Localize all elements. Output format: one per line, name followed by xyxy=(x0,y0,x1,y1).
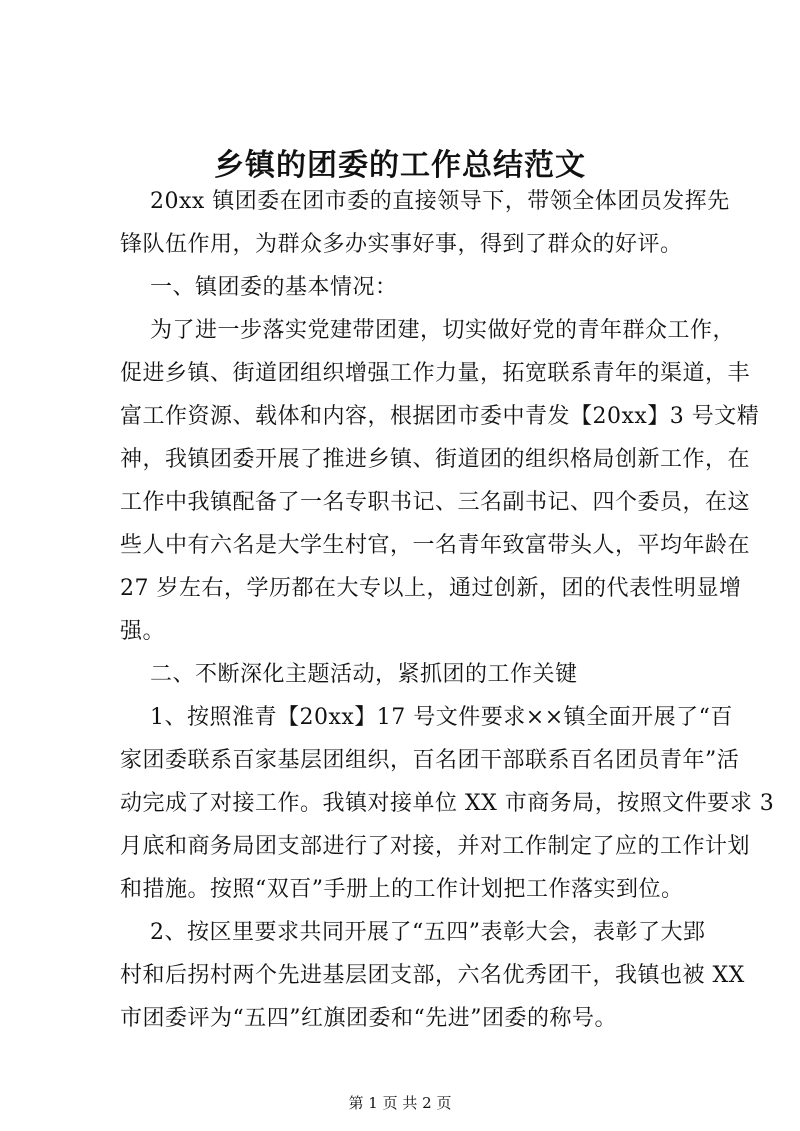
paragraph-line: 神，我镇团委开展了推进乡镇、街道团的组织格局创新工作，在 xyxy=(120,447,751,472)
paragraph-line: 27 岁左右，学历都在大专以上，通过创新，团的代表性明显增 xyxy=(120,576,742,601)
paragraph-line: 为了进一步落实党建带团建，切实做好党的青年群众工作， xyxy=(150,318,736,343)
paragraph-line: 强。 xyxy=(120,619,166,644)
paragraph-line: 20xx 镇团委在团市委的直接领导下，带领全体团员发挥先 xyxy=(150,189,730,214)
paragraph-line: 和措施。按照“双百”手册上的工作计划把工作落实到位。 xyxy=(120,877,684,902)
paragraph-line: 2、按区里要求共同开展了“五四”表彰大会，表彰了大郢 xyxy=(150,920,706,945)
paragraph-line: 些人中有六名是大学生村官，一名青年致富带头人，平均年龄在 xyxy=(120,533,751,558)
paragraph-line: 家团委联系百家基层团组织，百名团干部联系百名团员青年”活 xyxy=(120,748,740,773)
paragraph-line: 促进乡镇、街道团组织增强工作力量，拓宽联系青年的渠道，丰 xyxy=(120,361,751,386)
paragraph-line: 工作中我镇配备了一名专职书记、三名副书记、四个委员，在这 xyxy=(120,490,751,515)
page-number-footer: 第 1 页 共 2 页 xyxy=(348,1094,452,1112)
paragraph-line: 富工作资源、载体和内容，根据团市委中青发【20xx】3 号文精 xyxy=(120,404,760,429)
paragraph-line: 动完成了对接工作。我镇对接单位 XX 市商务局，按照文件要求 3 xyxy=(120,791,775,816)
paragraph-line: 锋队伍作用，为群众多办实事好事，得到了群众的好评。 xyxy=(120,232,683,257)
paragraph-line: 1、按照淮青【20xx】17 号文件要求××镇全面开展了“百 xyxy=(150,705,733,730)
paragraph-line: 市团委评为“五四”红旗团委和“先进”团委的称号。 xyxy=(120,1006,617,1031)
paragraph-line: 月底和商务局团支部进行了对接，并对工作制定了应的工作计划 xyxy=(120,834,751,859)
section-heading: 一、镇团委的基本情况： xyxy=(150,275,398,300)
paragraph-line: 村和后拐村两个先进基层团支部，六名优秀团干，我镇也被 XX xyxy=(120,963,745,988)
section-heading: 二、不断深化主题活动，紧抓团的工作关键 xyxy=(150,662,578,687)
document-title: 乡镇的团委的工作总结范文 xyxy=(214,148,586,183)
